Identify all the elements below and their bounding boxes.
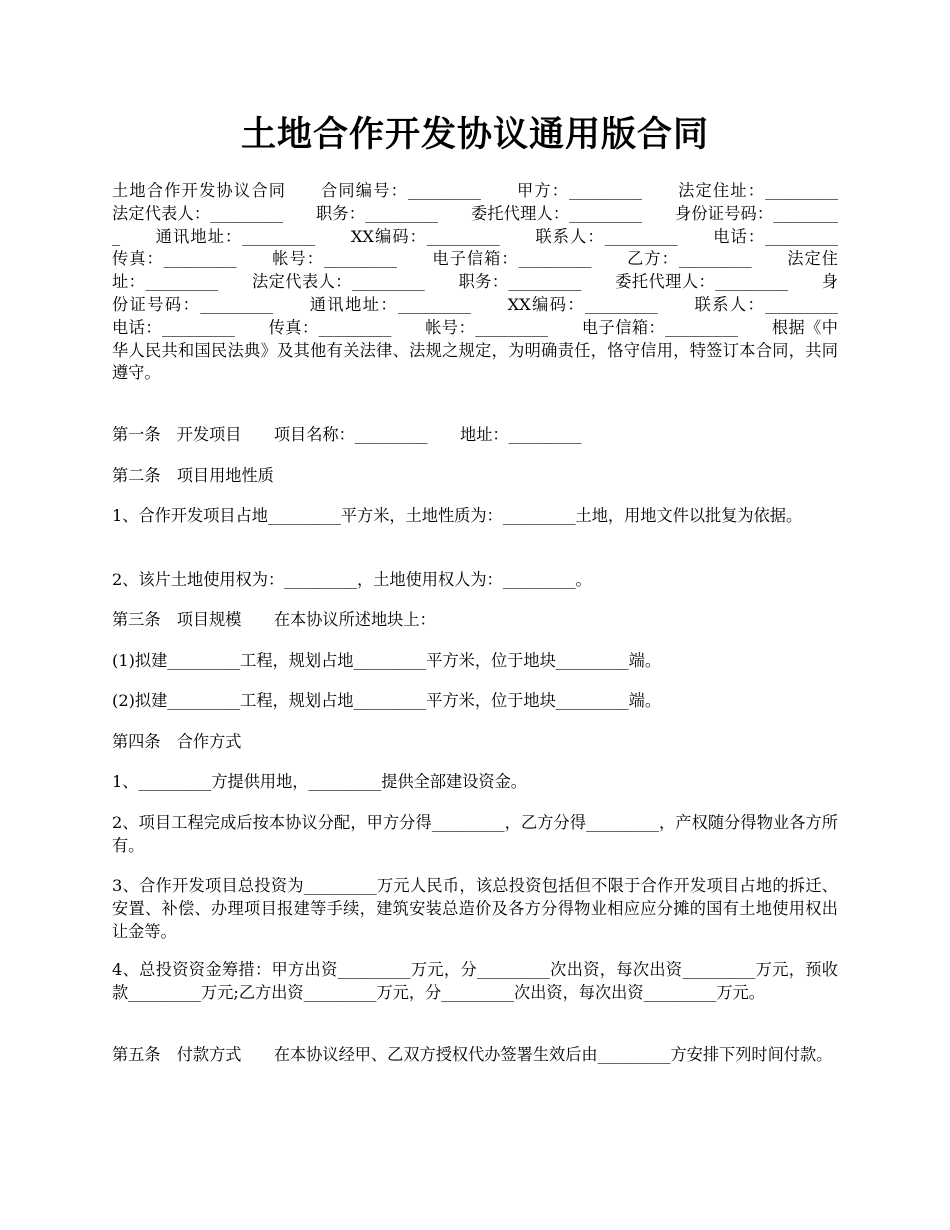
article-4-heading: 第四条 合作方式: [112, 732, 242, 751]
article-4-clause-1: 1、_________方提供用地，_________提供全部建设资金。: [112, 772, 527, 791]
article-1-heading: 第一条 开发项目 项目名称：_________ 地址：_________: [112, 425, 582, 444]
document-title: 土地合作开发协议通用版合同: [240, 114, 709, 155]
article-2-clause-1: 1、合作开发项目占地_________平方米，土地性质为：_________土地，用地文件以批复为依据。: [112, 506, 803, 525]
article-2-heading: 第二条 项目用地性质: [112, 466, 274, 485]
preamble-paragraph: 土地合作开发协议合同 合同编号：_________ 甲方：_________ 法定住址：_________ 法定代表人：_________ 职务：_________ 委托代理人：_________ 身份证号码：_________ 通讯地址：_________ XX编码：_________ 联系人：_________ 电话：_________ 传真：_________ 帐号：_________ 电子信箱：_________ 乙方：_________ 法定住址：_________ 法定代表人：_________ 职务：_________ 委托代理人：_________ 身份证号码：_________ 通讯地址：_________ XX编码：_________ 联系人：_________ 电话：_________ 传真：_________ 帐号：_________ 电子信箱：_________ 根据《中华人民共和国民法典》及其他有关法律、法规之规定，为明确责任，恪守信用，特签订本合同，共同遵守。: [112, 181, 871, 383]
article-4-clause-4: 4、总投资资金筹措：甲方出资_________万元，分_________次出资，每次出资_________万元，预收款_________万元;乙方出资_________万元，分_________次出资，每次出资_________万元。: [112, 960, 838, 1002]
article-4-clause-2: 2、项目工程完成后按本协议分配，甲方分得_________，乙方分得_________，产权随分得物业各方所有。: [112, 813, 838, 855]
article-5-heading: 第五条 付款方式 在本协议经甲、乙双方授权代办签署生效后由_________方安排下列时间付款。: [112, 1045, 833, 1064]
article-2-clause-2: 2、该片土地使用权为：_________，土地使用权人为：_________。: [112, 570, 592, 589]
article-4-clause-3: 3、合作开发项目总投资为_________万元人民币，该总投资包括但不限于合作开发项目占地的拆迁、安置、补偿、办理项目报建等手续，建筑安装总造价及各方分得物业相应应分摊的国有土地使用权出让金等。: [112, 876, 838, 941]
article-3-heading: 第三条 项目规模 在本协议所述地块上：: [112, 610, 436, 629]
article-3-item-2: (2)拟建_________工程，规划占地_________平方米，位于地块_________端。: [112, 691, 662, 710]
article-3-item-1: (1)拟建_________工程，规划占地_________平方米，位于地块_________端。: [112, 651, 662, 670]
